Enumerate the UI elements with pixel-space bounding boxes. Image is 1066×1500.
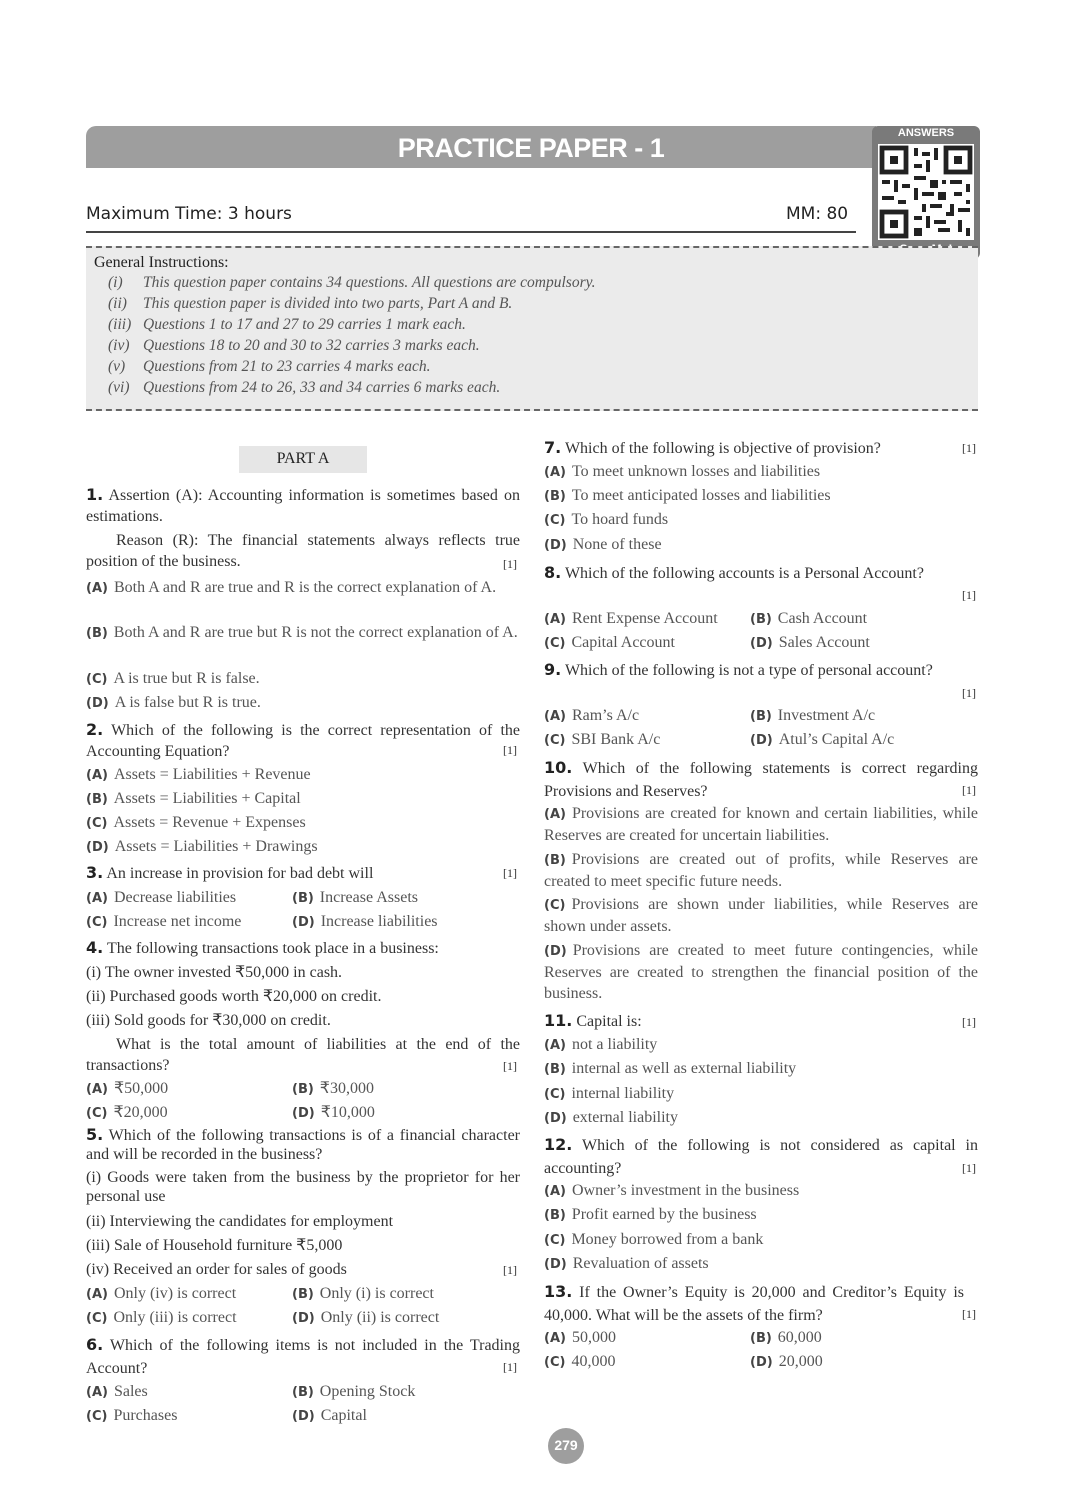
marks-label: [ 1 ] <box>503 866 517 881</box>
option-d[interactable]: (D) Increase liabilities <box>292 913 438 930</box>
option-b[interactable]: (B) To meet anticipated losses and liabilities <box>544 487 831 504</box>
statement-iii: (iii) Sale of Household furniture ₹5,000 <box>86 1237 343 1254</box>
header-divider <box>86 231 856 233</box>
option-d[interactable]: (D) Revaluation of assets <box>544 1255 709 1272</box>
option-c[interactable]: (C) Money borrowed from a bank <box>544 1231 764 1248</box>
marks-label: [ 1 ] <box>962 1307 976 1322</box>
option-c[interactable]: (C) ₹20,000 <box>86 1104 168 1121</box>
question-12: 12. Which of the following is not considered as capital in accounting? <box>544 1135 979 1177</box>
transaction-ii: (ii) Purchased goods worth ₹20,000 on credit. <box>86 988 382 1005</box>
question-1-reason: Reason (R): The financial statements always reflects true position of the business. <box>86 532 520 570</box>
option-d[interactable]: (D) A is false but R is true. <box>86 694 261 711</box>
option-b[interactable]: (B) Cash Account <box>750 610 868 627</box>
option-d[interactable]: (D) Provisions are created to meet future contingencies, while Reserves are created to strengthen the financial position of the business. <box>544 942 978 1002</box>
question-6: 6. Which of the following items is not included in the Trading Account? <box>86 1335 520 1377</box>
question-number: 1. <box>86 485 104 504</box>
instruction-text: Questions from 21 to 23 carries 4 marks each. <box>143 358 431 375</box>
question-13: 13. If the Owner’s Equity is 20,000 and Creditor’s Equity is 40,000. What will be the assets of the firm? <box>544 1282 964 1324</box>
instruction-number: (ii) <box>108 295 127 312</box>
marks-label: [ 1 ] <box>503 743 517 758</box>
option-a[interactable]: (A) Sales <box>86 1383 148 1400</box>
option-c[interactable]: (C) To hoard funds <box>544 511 669 528</box>
transaction-i: (i) The owner invested ₹50,000 in cash. <box>86 964 343 981</box>
question-4: 4. The following transactions took place in a business: <box>86 938 439 957</box>
option-d[interactable]: (D) ₹10,000 <box>292 1104 375 1121</box>
instruction-text: Questions from 24 to 26, 33 and 34 carries 6 marks each. <box>143 379 501 396</box>
transaction-iii: (iii) Sold goods for ₹30,000 on credit. <box>86 1012 331 1029</box>
max-time: Maximum Time: 3 hours <box>86 204 292 224</box>
question-8: 8. Which of the following accounts is a Personal Account? <box>544 563 924 582</box>
option-c[interactable]: (C) Increase net income <box>86 913 242 930</box>
paper-title: PRACTICE PAPER - 1 <box>397 133 665 163</box>
page-number: 279 <box>554 1437 578 1453</box>
option-d[interactable]: (D) 20,000 <box>750 1353 823 1370</box>
option-c[interactable]: (C) internal liability <box>544 1085 675 1102</box>
option-a[interactable]: (A) Only (iv) is correct <box>86 1285 237 1302</box>
option-b[interactable]: (B) Increase Assets <box>292 889 418 906</box>
option-c[interactable]: (C) Purchases <box>86 1407 178 1424</box>
option-a[interactable]: (A) Provisions are created for known and certain liabilities, while Reserves are created for uncertain liabilities. <box>544 805 978 844</box>
question-1 <box>86 484 520 527</box>
option-b[interactable]: (B) internal as well as external liability <box>544 1060 797 1077</box>
option-b[interactable]: (B) Opening Stock <box>292 1383 416 1400</box>
option-a[interactable]: (A) Rent Expense Account <box>544 610 718 627</box>
option-a[interactable]: (A) Ram’s A/c <box>544 707 640 724</box>
statement-iv: (iv) Received an order for sales of goods <box>86 1261 347 1278</box>
option-b[interactable]: (B) ₹30,000 <box>292 1080 374 1097</box>
question-5: 5. Which of the following transactions is of a financial character and will be recorded in the business? <box>86 1125 520 1163</box>
question-9: 9. Which of the following is not a type of personal account? <box>544 660 933 679</box>
option-a[interactable]: (A) not a liability <box>544 1036 658 1053</box>
marks-label: [ 1 ] <box>962 588 976 603</box>
option-a[interactable]: (A) 50,000 <box>544 1329 616 1346</box>
instruction-number: (iv) <box>108 337 130 354</box>
option-c[interactable]: (C) Capital Account <box>544 634 675 651</box>
option-b[interactable]: (B) Profit earned by the business <box>544 1206 757 1223</box>
qr-answers-label: ANSWERS <box>897 127 955 139</box>
part-a-heading: PART A <box>276 450 330 467</box>
instruction-number: (i) <box>108 274 123 291</box>
marks-label: [ 1 ] <box>962 1161 976 1176</box>
option-d[interactable]: (D) Atul’s Capital A/c <box>750 731 895 748</box>
option-b[interactable]: (B) Both A and R are true but R is not the correct explanation of A. <box>86 624 518 641</box>
option-b[interactable]: (B) 60,000 <box>750 1329 822 1346</box>
marks-label: [ 1 ] <box>503 1360 517 1375</box>
statement-i: (i) Goods were taken from the business by the proprietor for her personal use <box>86 1169 520 1205</box>
max-marks: MM: 80 <box>786 204 849 224</box>
marks-label: [ 1 ] <box>962 1015 976 1030</box>
marks-label: [ 1 ] <box>962 441 976 456</box>
question-3: 3. An increase in provision for bad debt will <box>86 863 374 882</box>
marks-label: [ 1 ] <box>503 557 517 572</box>
instruction-text: Questions 1 to 17 and 27 to 29 carries 1 mark each. <box>143 316 466 333</box>
option-a[interactable]: (A) To meet unknown losses and liabilities <box>544 463 821 480</box>
question-text: Assertion (A): Accounting information is sometimes based on estimations. <box>86 487 521 525</box>
option-d[interactable]: (D) Sales Account <box>750 634 870 651</box>
option-c[interactable]: (C) 40,000 <box>544 1353 616 1370</box>
marks-label: [ 1 ] <box>962 686 976 701</box>
marks-label: [ 1 ] <box>962 783 976 798</box>
option-a[interactable]: (A) ₹50,000 <box>86 1080 169 1097</box>
instruction-number: (v) <box>108 358 126 375</box>
option-d[interactable]: (D) external liability <box>544 1109 678 1126</box>
marks-label: [ 1 ] <box>503 1059 517 1074</box>
instruction-text: This question paper is divided into two parts, Part A and B. <box>143 295 513 312</box>
question-11: 11. Capital is: <box>544 1011 642 1030</box>
option-c[interactable]: (C) SBI Bank A/c <box>544 731 661 748</box>
option-a[interactable]: (A) Assets = Liabilities + Revenue <box>86 766 311 783</box>
option-c[interactable]: (C) Only (iii) is correct <box>86 1309 237 1326</box>
option-b[interactable]: (B) Assets = Liabilities + Capital <box>86 790 301 807</box>
option-d[interactable]: (D) Capital <box>292 1407 367 1424</box>
option-c[interactable]: (C) Assets = Revenue + Expenses <box>86 814 306 831</box>
question-10: 10. Which of the following statements is correct regarding Provisions and Reserves? <box>544 758 978 800</box>
instruction-text: This question paper contains 34 questions. All questions are compulsory. <box>143 274 596 291</box>
option-d[interactable]: (D) Only (ii) is correct <box>292 1309 440 1326</box>
question-7: 7. Which of the following is objective of provision? <box>544 438 881 457</box>
instruction-number: (vi) <box>108 379 130 396</box>
instruction-text: Questions 18 to 20 and 30 to 32 carries 3 marks each. <box>143 337 480 354</box>
option-d[interactable]: (D) Assets = Liabilities + Drawings <box>86 838 318 855</box>
qr-code-icon[interactable] <box>878 144 974 240</box>
option-b[interactable]: (B) Only (i) is correct <box>292 1285 434 1302</box>
instruction-number: (iii) <box>108 316 132 333</box>
option-b[interactable]: (B) Provisions are created out of profits, while Reserves are created to meet specific future needs. <box>544 851 978 890</box>
option-b[interactable]: (B) Investment A/c <box>750 707 876 724</box>
option-a[interactable]: (A) Both A and R are true and R is the correct explanation of A. <box>86 579 497 596</box>
instructions-heading: General Instructions: <box>94 254 229 271</box>
statement-ii: (ii) Interviewing the candidates for employment <box>86 1213 394 1230</box>
question-4-prompt: What is the total amount of liabilities at the end of the transactions? <box>86 1036 520 1074</box>
question-2: 2. Which of the following is the correct representation of the Accounting Equation? <box>86 720 520 760</box>
option-d[interactable]: (D) None of these <box>544 536 662 553</box>
option-a[interactable]: (A) Decrease liabilities <box>86 889 237 906</box>
marks-label: [ 1 ] <box>503 1263 517 1278</box>
option-a[interactable]: (A) Owner’s investment in the business <box>544 1182 800 1199</box>
option-c[interactable]: (C) Provisions are shown under liabilities, while Reserves are shown under assets. <box>544 896 978 935</box>
option-c[interactable]: (C) A is true but R is false. <box>86 670 260 687</box>
